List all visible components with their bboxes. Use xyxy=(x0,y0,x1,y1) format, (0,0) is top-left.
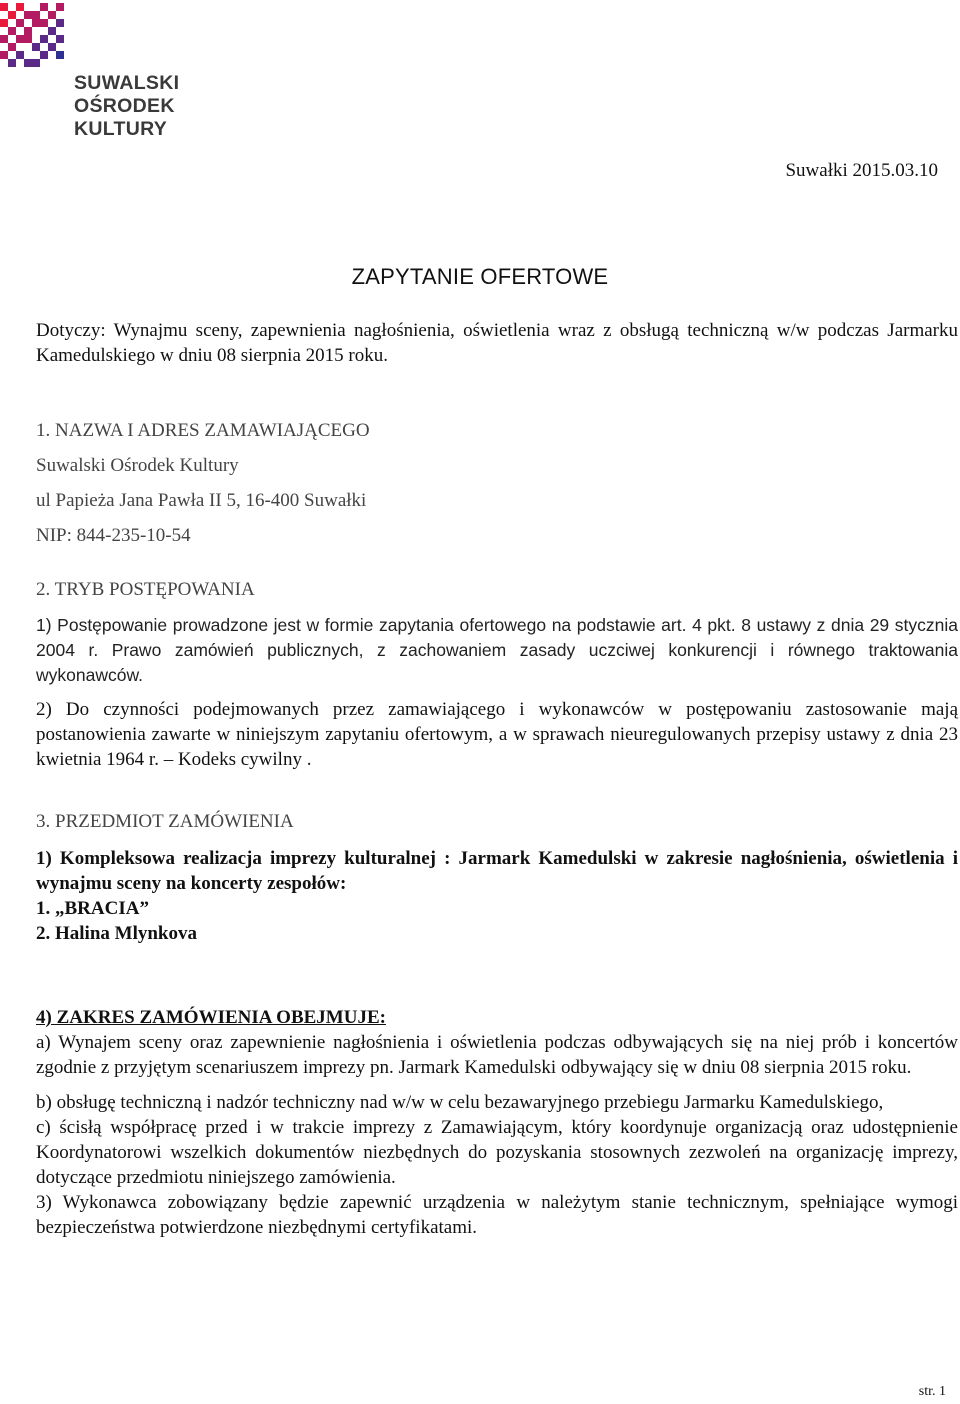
logo-tile xyxy=(0,3,8,11)
section-4-item-a: a) Wynajem sceny oraz zapewnienie nagłośnienia i oświetlenia podczas odbywających się na niej prób i koncertów zgodnie z przyjętym scenariuszem imprezy pn. Jarmark Kamedulski odbywający się w dniu 08 sierpnia 2015 roku. xyxy=(36,1032,958,1078)
section-4-item-b: b) obsługę techniczną i nadzór techniczny nad w/w w celu bezawaryjnego przebiegu Jarmarku Kamedulskiego, xyxy=(36,1092,884,1113)
logo-tile xyxy=(16,3,24,11)
document-date: Suwałki 2015.03.10 xyxy=(785,160,938,181)
logo-tile xyxy=(16,51,24,59)
logo-tile xyxy=(48,11,56,19)
orderer-nip: NIP: 844-235-10-54 xyxy=(36,525,191,546)
logo-tile xyxy=(56,19,64,27)
logo-line-3: KULTURY xyxy=(74,118,168,140)
logo-tile xyxy=(8,59,16,67)
page-number: str. 1 xyxy=(918,1384,946,1399)
section-1-heading: 1. NAZWA I ADRES ZAMAWIAJĄCEGO xyxy=(36,420,370,441)
logo-tile xyxy=(32,59,40,67)
orderer-name: Suwalski Ośrodek Kultury xyxy=(36,455,239,476)
document-title: ZAPYTANIE OFERTOWE xyxy=(351,264,609,289)
document-body xyxy=(36,318,958,1240)
section-2-heading: 2. TRYB POSTĘPOWANIA xyxy=(36,579,255,600)
logo-tile xyxy=(24,27,32,35)
logo-tile xyxy=(16,19,24,27)
logo-tile xyxy=(24,11,32,19)
logo-tile xyxy=(48,27,56,35)
logo-tile xyxy=(24,59,32,67)
logo-tile xyxy=(40,3,48,11)
logo-line-2: OŚRODEK xyxy=(74,95,175,117)
logo-tile xyxy=(0,35,8,43)
logo-tile xyxy=(16,35,24,43)
section-3-item-1: 1. „BRACIA” xyxy=(36,898,149,919)
logo-tile xyxy=(32,11,40,19)
logo-tile xyxy=(0,51,8,59)
section-4-paragraph-3: 3) Wykonawca zobowiązany będzie zapewnić urządzenia w należytym stanie technicznym, spełniające wymogi bezpieczeństwa potwierdzone niezbędnymi certyfikatami. xyxy=(36,1192,958,1238)
logo-line-1: SUWALSKI xyxy=(74,72,180,94)
subject-line: Dotyczy: Wynajmu sceny, zapewnienia nagłośnienia, oświetlenia wraz z obsługą techniczną w/w podczas Jarmarku Kamedulskiego w dniu 08 sierpnia 2015 roku. xyxy=(36,320,958,366)
section-2-paragraph-2: 2) Do czynności podejmowanych przez zamawiającego i wykonawców w postępowaniu zastosowanie mają postanowienia zawarte w niniejszym zapytaniu ofertowym, a w sprawach nieuregulowanych przepisy ustawy z dnia 23 kwietnia 1964 r. – Kodeks cywilny . xyxy=(36,699,958,770)
logo-tile xyxy=(32,19,40,27)
section-3-item-2: 2. Halina Mlynkova xyxy=(36,923,197,944)
logo-tile xyxy=(40,35,48,43)
logo xyxy=(0,0,180,150)
logo-tile xyxy=(8,11,16,19)
section-4-heading: 4) ZAKRES ZAMÓWIENIA OBEJMUJE: xyxy=(36,1007,386,1028)
logo-tile xyxy=(40,19,48,27)
logo-tile xyxy=(8,43,16,51)
logo-tile xyxy=(56,51,64,59)
logo-tile xyxy=(24,35,32,43)
logo-text xyxy=(74,72,179,141)
logo-tile xyxy=(8,27,16,35)
logo-mosaic-icon xyxy=(0,2,64,68)
section-2-paragraph-1: 1) Postępowanie prowadzone jest w formie zapytania ofertowego na podstawie art. 4 pkt. 8 ustawy z dnia 29 stycznia 2004 r. Prawo zamówień publicznych, z zachowaniem zasady uczciwej konkurencji i równego traktowania wykonawców. xyxy=(36,615,958,685)
logo-tile xyxy=(32,43,40,51)
logo-tile xyxy=(0,19,8,27)
section-3-heading: 3. PRZEDMIOT ZAMÓWIENIA xyxy=(36,811,294,832)
logo-tile xyxy=(56,3,64,11)
orderer-address: ul Papieża Jana Pawła II 5, 16-400 Suwałki xyxy=(36,490,367,511)
section-3-paragraph-1: 1) Kompleksowa realizacja imprezy kulturalnej : Jarmark Kamedulski w zakresie nagłośnienia, oświetlenia i wynajmu sceny na koncerty zespołów: xyxy=(36,848,958,894)
logo-tile xyxy=(56,35,64,43)
section-4-item-c: c) ścisłą współpracę przed i w trakcie imprezy z Zamawiającym, który koordynuje organizacją oraz udostępnienie Koordynatorowi wszelkich dokumentów niezbędnych do pozyskania stosownych zezwoleń na organizację imprezy, dotyczące przedmiotu niniejszego zamówienia. xyxy=(36,1117,958,1188)
logo-tile xyxy=(40,51,48,59)
logo-tile xyxy=(48,43,56,51)
